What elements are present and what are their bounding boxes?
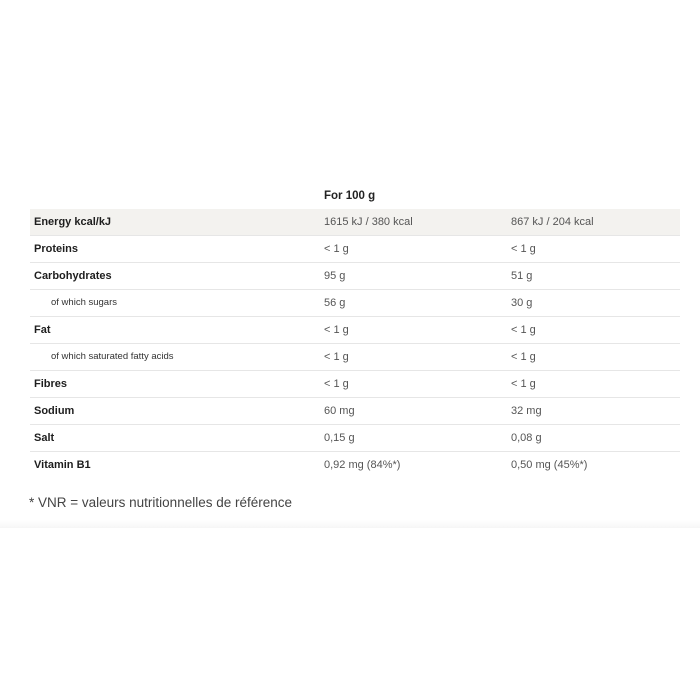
value-per-100g: < 1 g [324,324,349,336]
row-label: Sodium [34,405,75,417]
row-label: Proteins [34,243,79,255]
value-per-100g: < 1 g [324,378,349,390]
panel-divider [0,520,700,528]
value-per-portion: < 1 g [511,243,536,255]
value-per-portion: 51 g [511,270,533,282]
value-per-portion: < 1 g [511,351,536,363]
value-per-100g: 60 mg [324,405,355,417]
value-per-100g: < 1 g [324,351,349,363]
row-label: Vitamin B1 [34,459,91,471]
table-header-row [30,182,680,209]
table-body [30,209,680,478]
row-label: Energy kcal/kJ [34,216,112,228]
table-row [30,425,680,452]
value-per-portion: < 1 g [511,378,536,390]
value-per-portion: 867 kJ / 204 kcal [511,216,594,228]
value-per-100g: < 1 g [324,243,349,255]
table-row [30,263,680,290]
value-per-100g: 0,92 mg (84%*) [324,459,401,471]
table-row [30,452,680,478]
table-row [30,236,680,263]
value-per-portion: 0,50 mg (45%*) [511,459,588,471]
row-label: Salt [34,432,55,444]
row-label: of which sugars [51,297,118,308]
row-label: of which saturated fatty acids [51,351,174,362]
value-per-100g: 1615 kJ / 380 kcal [324,216,413,228]
row-label: Carbohydrates [34,270,112,282]
value-per-portion: 0,08 g [511,432,542,444]
table-row [30,344,680,371]
value-per-portion: 30 g [511,297,533,309]
table-row [30,371,680,398]
table-row [30,317,680,344]
value-per-100g: 95 g [324,270,346,282]
value-per-portion: 32 mg [511,405,542,417]
value-per-100g: 56 g [324,297,346,309]
table-row [30,290,680,317]
column-header-per-100g: For 100 g [324,190,376,202]
row-label: Fibres [34,378,68,390]
row-label: Fat [34,324,51,336]
table-row [30,398,680,425]
value-per-100g: 0,15 g [324,432,355,444]
nutrition-table [30,182,680,478]
table-row [30,209,680,236]
value-per-portion: < 1 g [511,324,536,336]
footnote: * VNR = valeurs nutritionnelles de référence [29,495,293,510]
